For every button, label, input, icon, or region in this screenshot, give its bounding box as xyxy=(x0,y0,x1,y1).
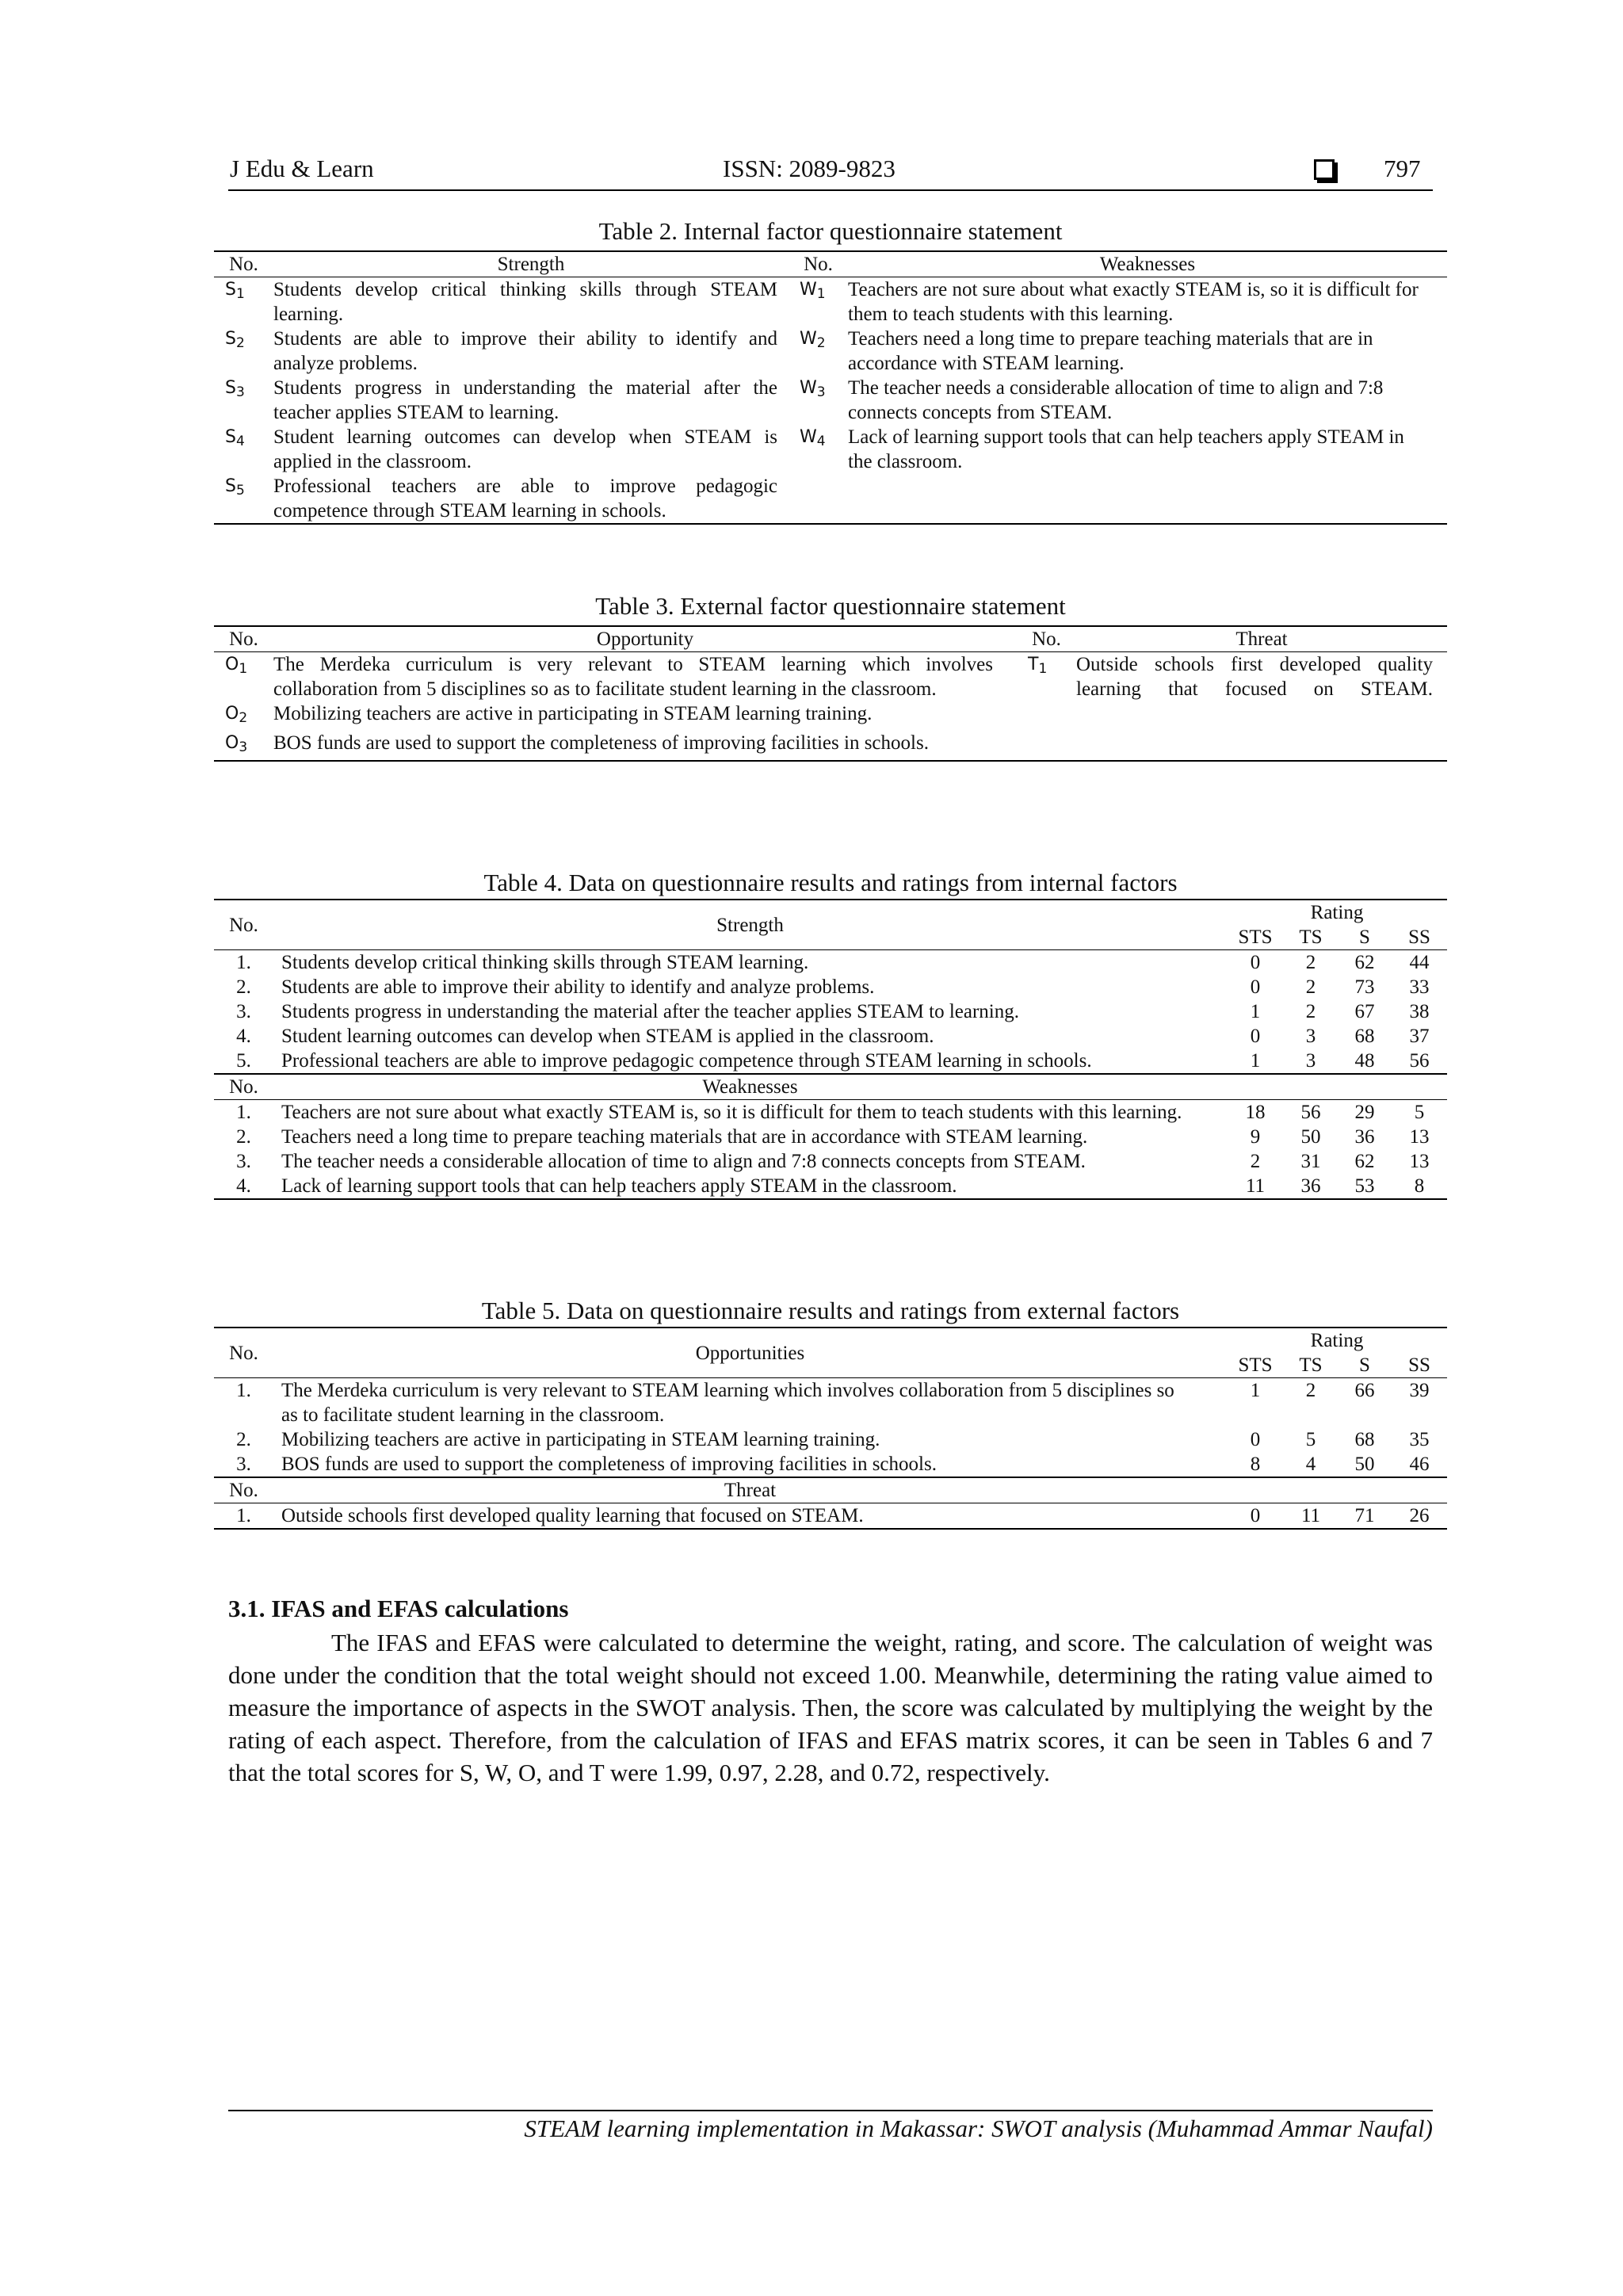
table-row xyxy=(214,1427,1447,1452)
table-row xyxy=(214,652,1447,702)
rating-s: 62 xyxy=(1354,952,1375,973)
opportunity-label xyxy=(214,701,273,731)
row-number: 3. xyxy=(236,1454,251,1475)
rating-ss: 35 xyxy=(1409,1429,1430,1450)
strength-label-subscript: 1 xyxy=(235,286,245,302)
row-statement: Students develop critical thinking skills through STEAM learning. xyxy=(281,952,809,973)
strength-label-letter: S xyxy=(225,378,236,398)
row-number: 3. xyxy=(236,1151,251,1172)
table-row xyxy=(214,277,1447,327)
row-number: 1. xyxy=(236,1505,251,1526)
rating-ss: 13 xyxy=(1409,1126,1430,1148)
table4-col-weaknesses: Weaknesses xyxy=(702,1076,798,1098)
threat-label-letter: T xyxy=(1028,655,1039,674)
weakness-label xyxy=(789,376,848,425)
rating-s: 29 xyxy=(1354,1102,1375,1123)
table-row xyxy=(214,975,1447,999)
rating-ts: 2 xyxy=(1305,976,1316,998)
table4-col-s: S xyxy=(1359,926,1370,948)
table2 xyxy=(214,250,1447,525)
strength-label xyxy=(214,425,273,474)
table4-col-strength: Strength xyxy=(716,914,784,936)
table-row xyxy=(214,731,1447,761)
row-statement: Lack of learning support tools that can help teachers apply STEAM in the classroom. xyxy=(281,1175,957,1197)
strength-label-letter: S xyxy=(225,329,236,349)
table4-col-no: No. xyxy=(229,914,258,936)
row-number: 4. xyxy=(236,1175,251,1197)
opportunity-label xyxy=(214,652,273,702)
weakness-label xyxy=(789,425,848,474)
strength-label xyxy=(214,327,273,376)
opportunity-label-subscript: 3 xyxy=(239,739,248,755)
table4-col-ts: TS xyxy=(1299,926,1323,948)
rating-ss: 37 xyxy=(1409,1026,1430,1047)
rating-ts: 3 xyxy=(1305,1026,1316,1047)
rating-sts: 8 xyxy=(1250,1454,1261,1475)
table4-col-no2: No. xyxy=(229,1076,258,1098)
rating-s: 36 xyxy=(1354,1126,1375,1148)
rating-ss: 26 xyxy=(1409,1505,1430,1526)
footer-rule xyxy=(228,2110,1433,2111)
row-statement: Students progress in understanding the material after the teacher applies STEAM to learning. xyxy=(281,1001,1019,1022)
weakness-label-letter: W xyxy=(800,329,817,349)
opportunity-label-subscript: 1 xyxy=(239,661,248,677)
row-statement: The Merdeka curriculum is very relevant to STEAM learning which involves collaboration from 5 disciplines so as to facilitate student learning in the classroom. xyxy=(281,1380,1174,1426)
row-number: 4. xyxy=(236,1026,251,1047)
table3-col-opportunity: Opportunity xyxy=(596,628,694,650)
page-number: 797 xyxy=(1384,155,1421,182)
weakness-text: Teachers need a long time to prepare teaching materials that are in accordance with STEAM learning. xyxy=(848,328,1373,374)
rating-ts: 3 xyxy=(1305,1050,1316,1072)
rating-ts: 36 xyxy=(1300,1175,1321,1197)
weakness-text xyxy=(848,474,1447,524)
weakness-label-subscript: 4 xyxy=(816,434,826,449)
table5-col-no2: No. xyxy=(229,1480,258,1501)
weakness-label-subscript: 2 xyxy=(816,335,826,351)
rating-sts: 1 xyxy=(1250,1380,1261,1401)
threat-text xyxy=(1076,701,1447,731)
table2-col-no2: No. xyxy=(804,254,833,275)
table-row xyxy=(214,1100,1447,1125)
table5-caption: Table 5. Data on questionnaire results and ratings from external factors xyxy=(481,1297,1180,1324)
table5-col-ts: TS xyxy=(1299,1354,1323,1376)
table2-col-strength: Strength xyxy=(497,254,565,275)
opportunity-label xyxy=(214,731,273,761)
opportunity-text: The Merdeka curriculum is very relevant to STEAM learning which involves collaboration from 5 disciplines so as to facilitate student learning in the classroom. xyxy=(273,654,993,700)
weakness-label-letter: W xyxy=(800,378,817,398)
rating-ts: 50 xyxy=(1300,1126,1321,1148)
row-statement: Teachers are not sure about what exactly STEAM is, so it is difficult for them to teach students with this learning. xyxy=(281,1102,1182,1123)
rating-ts: 2 xyxy=(1305,1001,1316,1022)
table4-col-ss: SS xyxy=(1408,926,1430,948)
row-statement: The teacher needs a considerable allocation of time to align and 7:8 connects concepts from STEAM. xyxy=(281,1151,1086,1172)
table3-caption: Table 3. External factor questionnaire statement xyxy=(595,592,1066,620)
strength-label-subscript: 4 xyxy=(235,434,245,449)
row-number: 3. xyxy=(236,1001,251,1022)
row-number: 2. xyxy=(236,1429,251,1450)
rating-ts: 11 xyxy=(1300,1505,1321,1526)
row-statement: Outside schools first developed quality learning that focused on STEAM. xyxy=(281,1505,864,1526)
rating-sts: 0 xyxy=(1250,952,1261,973)
table-row xyxy=(214,701,1447,731)
weakness-label xyxy=(789,474,848,524)
rating-ts: 31 xyxy=(1300,1151,1321,1172)
rating-sts: 9 xyxy=(1250,1126,1261,1148)
rating-s: 50 xyxy=(1354,1454,1375,1475)
rating-s: 48 xyxy=(1354,1050,1375,1072)
rating-s: 71 xyxy=(1354,1505,1375,1526)
table5-rating-header: Rating xyxy=(1310,1330,1364,1351)
rating-ss: 13 xyxy=(1409,1151,1430,1172)
rating-sts: 1 xyxy=(1250,1050,1261,1072)
table3-col-no2: No. xyxy=(1032,628,1061,650)
table-row xyxy=(214,1049,1447,1074)
threat-label xyxy=(1017,652,1076,702)
strength-text: Professional teachers are able to improve pedagogic competence through STEAM learning in schools. xyxy=(273,476,777,521)
row-number: 5. xyxy=(236,1050,251,1072)
opportunity-text: BOS funds are used to support the completeness of improving facilities in schools. xyxy=(273,732,929,754)
strength-label-subscript: 2 xyxy=(235,335,245,351)
rating-ts: 2 xyxy=(1305,1380,1316,1401)
weakness-text: Lack of learning support tools that can help teachers apply STEAM in the classroom. xyxy=(848,426,1404,472)
opportunity-label-letter: O xyxy=(225,655,239,674)
table2-col-weaknesses: Weaknesses xyxy=(1099,254,1196,275)
row-number: 2. xyxy=(236,976,251,998)
running-header xyxy=(228,153,1433,191)
issn: ISSN: 2089-9823 xyxy=(723,155,896,182)
strength-text: Student learning outcomes can develop when STEAM is applied in the classroom. xyxy=(273,426,777,472)
rating-ts: 2 xyxy=(1305,952,1316,973)
row-number: 1. xyxy=(236,1380,251,1401)
table4-col-sts: STS xyxy=(1238,926,1273,948)
rating-ss: 5 xyxy=(1414,1102,1425,1123)
section-heading: 3.1. IFAS and EFAS calculations xyxy=(228,1595,569,1622)
rating-ss: 33 xyxy=(1409,976,1430,998)
opportunity-label-letter: O xyxy=(225,704,239,724)
table4-rating-header: Rating xyxy=(1310,902,1364,923)
table4-caption: Table 4. Data on questionnaire results and ratings from internal factors xyxy=(483,869,1178,896)
rating-sts: 0 xyxy=(1250,1429,1261,1450)
row-statement: BOS funds are used to support the completeness of improving facilities in schools. xyxy=(281,1454,937,1475)
opportunity-label-letter: O xyxy=(225,733,239,753)
square-icon xyxy=(1314,159,1335,180)
weakness-text: Teachers are not sure about what exactly STEAM is, so it is difficult for them to teach students with this learning. xyxy=(848,279,1419,325)
weakness-label-letter: W xyxy=(800,280,817,300)
table-row xyxy=(214,425,1447,474)
rating-ts: 4 xyxy=(1305,1454,1316,1475)
table5-col-sts: STS xyxy=(1238,1354,1273,1376)
threat-text: Outside schools first developed quality learning that focused on STEAM. xyxy=(1076,654,1433,700)
row-statement: Teachers need a long time to prepare teaching materials that are in accordance with STEAM learning. xyxy=(281,1126,1088,1148)
table-row xyxy=(214,376,1447,425)
row-number: 2. xyxy=(236,1126,251,1148)
row-number: 1. xyxy=(236,1102,251,1123)
weakness-label-subscript: 3 xyxy=(816,384,826,400)
weakness-text: The teacher needs a considerable allocation of time to align and 7:8 connects concepts from STEAM. xyxy=(848,377,1384,423)
weakness-label-letter: W xyxy=(800,427,817,447)
strength-text: Students develop critical thinking skills through STEAM learning. xyxy=(273,279,777,325)
rating-s: 73 xyxy=(1354,976,1375,998)
table-row xyxy=(214,1503,1447,1530)
strength-label xyxy=(214,277,273,327)
rating-ss: 39 xyxy=(1409,1380,1430,1401)
opportunity-label-subscript: 2 xyxy=(239,710,248,726)
table5-col-no: No. xyxy=(229,1342,258,1364)
strength-label-letter: S xyxy=(225,476,236,496)
rating-s: 68 xyxy=(1354,1026,1375,1047)
table5-col-s: S xyxy=(1359,1354,1370,1376)
rating-sts: 0 xyxy=(1250,1026,1261,1047)
strength-label-letter: S xyxy=(225,280,236,300)
rating-s: 53 xyxy=(1354,1175,1375,1197)
table-row xyxy=(214,474,1447,524)
table5 xyxy=(214,1327,1447,1530)
table-row xyxy=(214,327,1447,376)
rating-s: 67 xyxy=(1354,1001,1375,1022)
row-statement: Mobilizing teachers are active in participating in STEAM learning training. xyxy=(281,1429,880,1450)
rating-sts: 18 xyxy=(1245,1102,1266,1123)
table-row xyxy=(214,1125,1447,1149)
rating-s: 66 xyxy=(1354,1380,1375,1401)
table-row xyxy=(214,1024,1447,1049)
strength-label-letter: S xyxy=(225,427,236,447)
weakness-label xyxy=(789,327,848,376)
section-paragraph: The IFAS and EFAS were calculated to determine the weight, rating, and score. The calculation of weight was done under the condition that the total weight should not exceed 1.00. Meanwhile, determining the rating value aimed to measure the importance of aspects in the SWOT analysis. Then, the score was calculated by multiplying the weight by the rating of each aspect. Therefore, from the calculation of IFAS and EFAS matrix scores, it can be seen in Tables 6 and 7 that the total scores for S, W, O, and T were 1.99, 0.97, 2.28, and 0.72, respectively. xyxy=(228,1629,1433,1786)
table-row xyxy=(214,1174,1447,1199)
table3-col-threat: Threat xyxy=(1235,628,1288,650)
rating-s: 62 xyxy=(1354,1151,1375,1172)
table-row xyxy=(214,950,1447,976)
weakness-label xyxy=(789,277,848,327)
rating-ss: 46 xyxy=(1409,1454,1430,1475)
row-statement: Student learning outcomes can develop when STEAM is applied in the classroom. xyxy=(281,1026,934,1047)
strength-label xyxy=(214,474,273,524)
table4 xyxy=(214,899,1447,1200)
strength-label-subscript: 3 xyxy=(235,384,245,400)
rating-ss: 38 xyxy=(1409,1001,1430,1022)
row-statement: Students are able to improve their ability to identify and analyze problems. xyxy=(281,976,875,998)
rating-ss: 44 xyxy=(1409,952,1430,973)
rating-sts: 1 xyxy=(1250,1001,1261,1022)
rating-sts: 0 xyxy=(1250,1505,1261,1526)
opportunity-text: Mobilizing teachers are active in participating in STEAM learning training. xyxy=(273,703,873,724)
table2-col-no: No. xyxy=(229,254,258,275)
rating-s: 68 xyxy=(1354,1429,1375,1450)
table3-col-no: No. xyxy=(229,628,258,650)
running-footer: STEAM learning implementation in Makassar: SWOT analysis (Muhammad Ammar Naufal) xyxy=(524,2115,1433,2142)
table5-col-threat: Threat xyxy=(724,1480,777,1501)
rating-ts: 5 xyxy=(1305,1429,1316,1450)
strength-label xyxy=(214,376,273,425)
row-number: 1. xyxy=(236,952,251,973)
strength-label-subscript: 5 xyxy=(235,483,245,499)
table2-caption: Table 2. Internal factor questionnaire statement xyxy=(598,217,1063,245)
row-statement: Professional teachers are able to improve pedagogic competence through STEAM learning in schools. xyxy=(281,1050,1092,1072)
rating-sts: 11 xyxy=(1245,1175,1266,1197)
table-row xyxy=(214,1452,1447,1477)
rating-ss: 56 xyxy=(1409,1050,1430,1072)
journal-name: J Edu & Learn xyxy=(230,155,374,182)
table-row xyxy=(214,999,1447,1024)
rating-ss: 8 xyxy=(1414,1175,1425,1197)
rating-ts: 56 xyxy=(1300,1102,1321,1123)
threat-label-subscript: 1 xyxy=(1038,661,1048,677)
table-row xyxy=(214,1378,1447,1428)
table5-col-ss: SS xyxy=(1408,1354,1430,1376)
strength-text: Students progress in understanding the material after the teacher applies STEAM to learning. xyxy=(273,377,777,423)
threat-label xyxy=(1017,731,1076,761)
rating-sts: 0 xyxy=(1250,976,1261,998)
threat-text xyxy=(1076,731,1447,761)
rating-sts: 2 xyxy=(1250,1151,1261,1172)
threat-label xyxy=(1017,701,1076,731)
table3 xyxy=(214,625,1447,762)
weakness-label-subscript: 1 xyxy=(816,286,826,302)
strength-text: Students are able to improve their ability to identify and analyze problems. xyxy=(273,328,777,374)
table-row xyxy=(214,1149,1447,1174)
table5-col-opportunities: Opportunities xyxy=(695,1342,805,1364)
